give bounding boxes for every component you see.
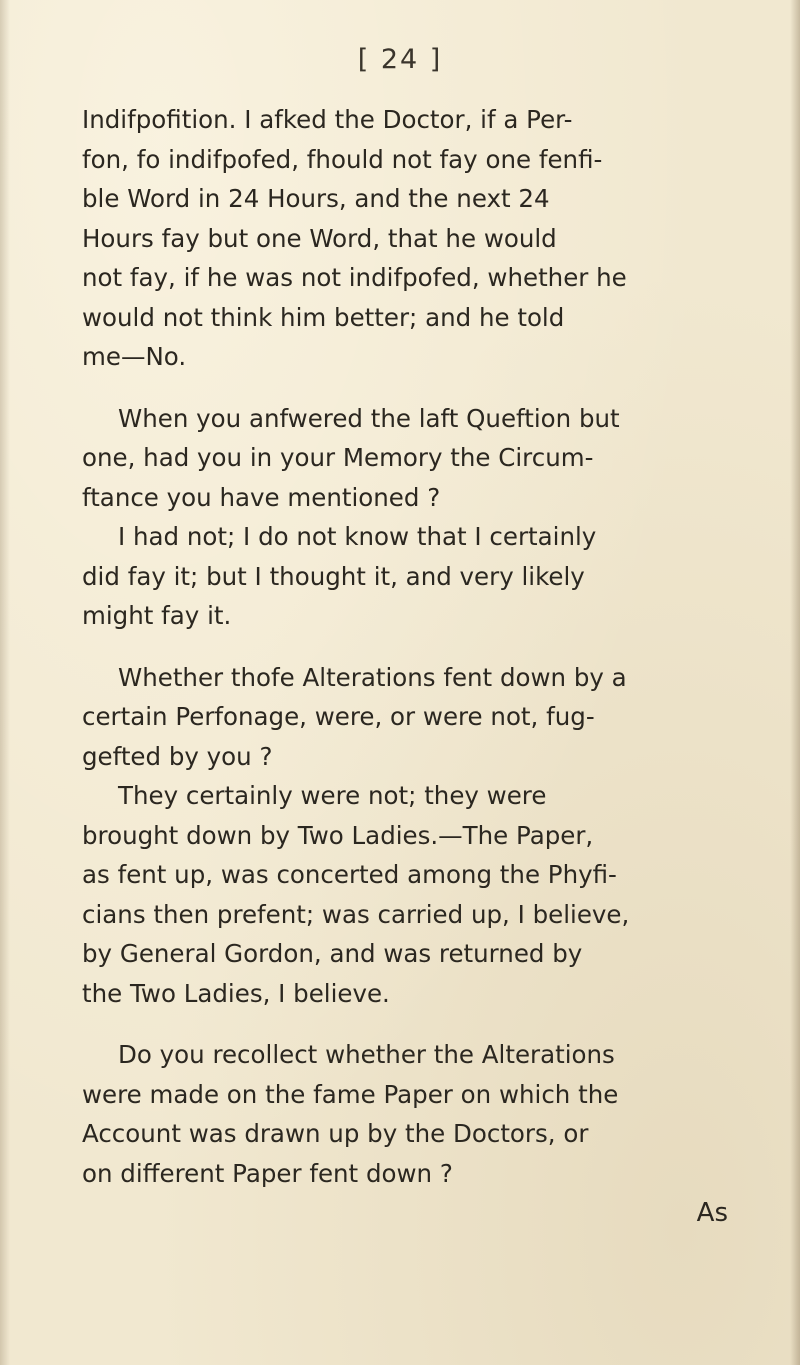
- text-line: not fay, if he was not indifpofed, whether he: [82, 263, 627, 292]
- text-line: certain Perfonage, were, or were not, fug-: [82, 702, 595, 731]
- text-line: ble Word in 24 Hours, and the next 24: [82, 184, 550, 213]
- text-line: by General Gordon, and was returned by: [82, 939, 583, 968]
- body-text: [82, 100, 740, 1193]
- question-paragraph: [82, 1035, 740, 1193]
- text-line: cians then prefent; was carried up, I believe,: [82, 899, 630, 929]
- page-edge-right: [790, 0, 800, 1365]
- text-line: me—No.: [82, 342, 187, 371]
- text-line: Whether thofe Alterations fent down by a: [118, 662, 627, 692]
- text-line: one, had you in your Memory the Circum-: [82, 443, 594, 472]
- text-line: did fay it; but I thought it, and very likely: [82, 561, 585, 591]
- text-line: Account was drawn up by the Doctors, or: [82, 1119, 589, 1148]
- page-edge-left: [0, 0, 10, 1365]
- text-line: brought down by Two Ladies.—The Paper,: [82, 820, 594, 850]
- text-line: When you anfwered the laft Queftion but: [118, 403, 620, 433]
- text-line: were made on the fame Paper on which the: [82, 1079, 619, 1109]
- text-line: Do you recollect whether the Alterations: [118, 1040, 615, 1069]
- text-line: Hours fay but one Word, that he would: [82, 223, 557, 253]
- text-line: I had not; I do not know that I certainly: [118, 522, 597, 551]
- text-line: the Two Ladies, I believe.: [82, 978, 390, 1008]
- answer-paragraph: [82, 776, 740, 1013]
- catchword: As: [696, 1198, 728, 1228]
- text-line: would not think him better; and he told: [82, 302, 565, 332]
- paragraph-continuation: [82, 100, 740, 377]
- text-line: Indifpofition. I afked the Doctor, if a Per-: [82, 105, 573, 134]
- text-line: ftance you have mentioned ?: [82, 482, 441, 512]
- text-line: as fent up, was concerted among the Phyfi-: [82, 860, 617, 889]
- text-line: gefted by you ?: [82, 741, 273, 771]
- page-number-header: [ 24 ]: [357, 44, 443, 75]
- text-line: might fay it.: [82, 601, 232, 630]
- answer-paragraph: [82, 517, 740, 636]
- question-paragraph: [82, 399, 740, 518]
- text-line: on different Paper fent down ?: [82, 1158, 453, 1188]
- text-line: They certainly were not; they were: [118, 781, 547, 810]
- question-paragraph: [82, 658, 740, 777]
- text-line: fon, fo indifpofed, fhould not fay one fenfi-: [82, 144, 603, 174]
